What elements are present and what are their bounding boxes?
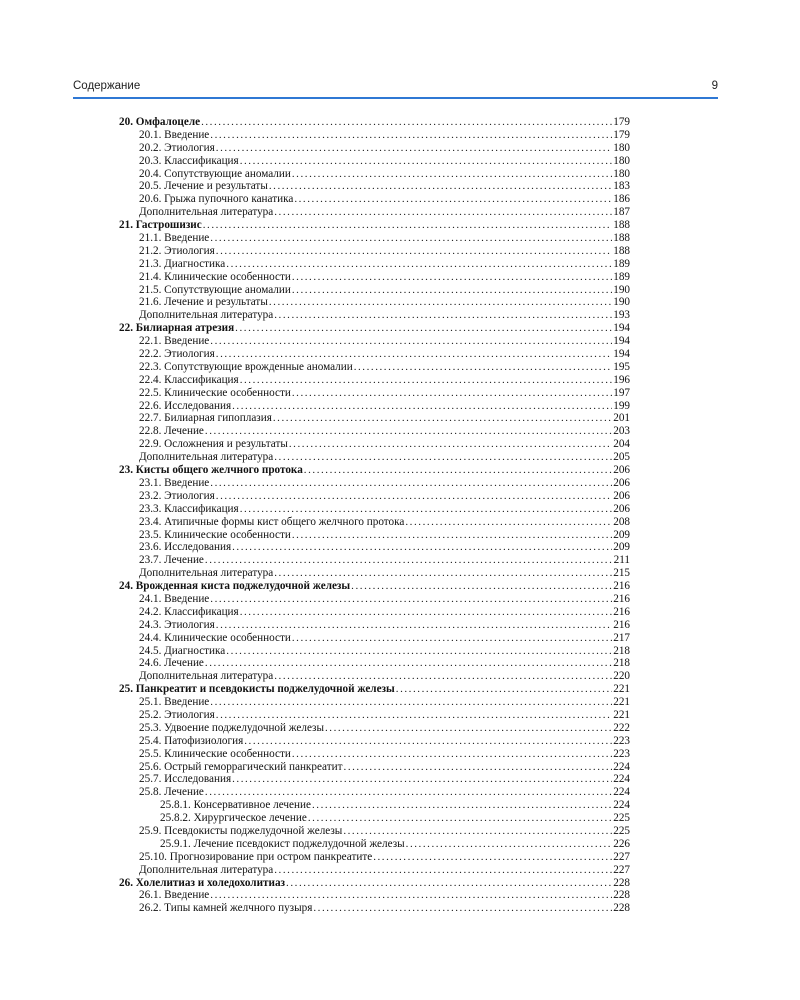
toc-entry-title: 23.1. Введение <box>139 476 210 489</box>
toc-entry-page: 201 <box>613 412 630 425</box>
toc-entry-title: 20.4. Сопутствующие аномалии <box>139 167 291 180</box>
table-of-contents <box>119 116 630 915</box>
toc-leader-dots <box>210 593 612 606</box>
toc-section-entry[interactable] <box>119 529 630 542</box>
toc-leader-dots <box>292 284 612 297</box>
toc-section-entry[interactable] <box>119 348 630 361</box>
toc-entry-title: 22.4. Классификация <box>139 373 239 386</box>
toc-leader-dots <box>210 129 612 142</box>
toc-entry-page: 224 <box>613 773 630 786</box>
toc-entry-title: 22. Билиарная атрезия <box>119 322 235 335</box>
toc-entry-title: Дополнительная литература <box>139 451 274 464</box>
toc-section-entry[interactable] <box>119 180 630 193</box>
toc-section-entry[interactable] <box>119 657 630 670</box>
toc-entry-title: 25.7. Исследования <box>139 773 232 786</box>
toc-entry-title: 22.6. Исследования <box>139 399 232 412</box>
toc-section-entry[interactable] <box>119 722 630 735</box>
toc-entry-page: 206 <box>613 489 630 502</box>
toc-entry-page: 194 <box>613 322 630 335</box>
toc-chapter-entry[interactable] <box>119 322 630 335</box>
toc-entry-title: 21.6. Лечение и результаты <box>139 296 268 309</box>
toc-entry-title: 23.5. Клинические особенности <box>139 528 291 541</box>
toc-section-entry[interactable] <box>119 645 630 658</box>
toc-entry-title: 24.2. Классификация <box>139 605 239 618</box>
toc-entry-page: 218 <box>613 657 630 670</box>
toc-entry-title: 20.6. Грыжа пупочного канатика <box>139 193 294 206</box>
toc-section-entry[interactable] <box>119 761 630 774</box>
toc-entry-title: 22.3. Сопутствующие врожденные аномалии <box>139 360 353 373</box>
toc-entry-title: 24.3. Этиология <box>139 618 215 631</box>
toc-leader-dots <box>292 168 612 181</box>
toc-entry-title: 25.9.1. Лечение псевдокист поджелудочной железы <box>160 837 405 850</box>
toc-leader-dots <box>274 206 612 219</box>
toc-section-entry[interactable] <box>119 516 630 529</box>
toc-leader-dots <box>294 193 612 206</box>
toc-entry-title: 21.4. Клинические особенности <box>139 270 291 283</box>
toc-entry-title: 25.6. Острый геморрагический панкреатит <box>139 760 343 773</box>
toc-entry-page: 216 <box>613 580 630 593</box>
toc-entry-page: 206 <box>613 502 630 515</box>
toc-leader-dots <box>232 773 612 786</box>
toc-section-entry[interactable] <box>119 271 630 284</box>
toc-leader-dots <box>240 503 613 516</box>
toc-section-entry[interactable] <box>119 670 630 683</box>
toc-entry-page: 226 <box>613 837 630 850</box>
toc-entry-page: 216 <box>613 618 630 631</box>
toc-leader-dots <box>289 438 612 451</box>
toc-entry-page: 203 <box>613 425 630 438</box>
toc-section-entry[interactable] <box>119 142 630 155</box>
toc-entry-page: 220 <box>613 670 630 683</box>
toc-entry-title: 23.4. Атипичные формы кист общего желчного протока <box>139 515 405 528</box>
toc-entry-title: 20.2. Этиология <box>139 141 215 154</box>
toc-leader-dots <box>216 245 612 258</box>
toc-entry-title: 23. Кисты общего желчного протока <box>119 464 303 477</box>
toc-leader-dots <box>235 322 612 335</box>
toc-section-entry[interactable] <box>119 735 630 748</box>
toc-leader-dots <box>205 425 612 438</box>
toc-entry-title: 20.3. Классификация <box>139 154 239 167</box>
toc-leader-dots <box>274 451 612 464</box>
toc-chapter-entry[interactable] <box>119 877 630 890</box>
toc-entry-page: 221 <box>613 683 630 696</box>
toc-entry-page: 227 <box>613 863 630 876</box>
toc-section-entry[interactable] <box>119 284 630 297</box>
toc-entry-title: Дополнительная литература <box>139 206 274 219</box>
page-number: 9 <box>711 80 718 92</box>
toc-entry-page: 223 <box>613 747 630 760</box>
toc-leader-dots <box>216 490 612 503</box>
header-divider <box>73 97 718 99</box>
toc-section-entry[interactable] <box>119 155 630 168</box>
toc-entry-title: 24.1. Введение <box>139 592 210 605</box>
toc-entry-page: 222 <box>613 721 630 734</box>
toc-section-entry[interactable] <box>119 567 630 580</box>
toc-leader-dots <box>343 825 612 838</box>
running-title: Содержание <box>73 80 141 92</box>
toc-entry-page: 216 <box>613 605 630 618</box>
toc-leader-dots <box>351 580 612 593</box>
toc-entry-page: 188 <box>613 244 630 257</box>
toc-section-entry[interactable] <box>119 438 630 451</box>
toc-entry-page: 190 <box>613 283 630 296</box>
toc-leader-dots <box>240 374 613 387</box>
toc-leader-dots <box>304 464 612 477</box>
toc-entry-page: 208 <box>613 515 630 528</box>
toc-entry-title: 24.6. Лечение <box>139 657 204 670</box>
toc-entry-title: 24.5. Диагностика <box>139 644 226 657</box>
toc-leader-dots <box>240 606 613 619</box>
toc-entry-title: 25.8.1. Консервативное лечение <box>160 799 311 812</box>
toc-chapter-entry[interactable] <box>119 683 630 696</box>
toc-entry-title: 25.4. Патофизиология <box>139 734 244 747</box>
toc-entry-page: 209 <box>613 528 630 541</box>
toc-entry-page: 204 <box>613 438 630 451</box>
toc-entry-page: 228 <box>613 902 630 915</box>
toc-leader-dots <box>269 180 612 193</box>
toc-entry-title: 22.1. Введение <box>139 335 210 348</box>
toc-section-entry[interactable] <box>119 193 630 206</box>
toc-section-entry[interactable] <box>119 864 630 877</box>
toc-entry-title: 25.8.2. Хирургическое лечение <box>160 812 307 825</box>
toc-entry-title: 25.5. Клинические особенности <box>139 747 291 760</box>
toc-section-entry[interactable] <box>119 748 630 761</box>
toc-section-entry[interactable] <box>119 773 630 786</box>
toc-leader-dots <box>292 748 612 761</box>
toc-entry-page: 211 <box>613 554 630 567</box>
toc-section-entry[interactable] <box>119 851 630 864</box>
toc-section-entry[interactable] <box>119 361 630 374</box>
toc-entry-page: 187 <box>613 206 630 219</box>
toc-entry-page: 199 <box>613 399 630 412</box>
toc-leader-dots <box>325 722 612 735</box>
toc-entry-title: 25.9. Псевдокисты поджелудочной железы <box>139 824 343 837</box>
toc-leader-dots <box>396 683 612 696</box>
toc-section-entry[interactable] <box>119 696 630 709</box>
toc-section-entry[interactable] <box>119 606 630 619</box>
toc-leader-dots <box>406 838 613 851</box>
toc-leader-dots <box>216 142 612 155</box>
toc-entry-page: 228 <box>613 889 630 902</box>
toc-entry-title: 24.4. Клинические особенности <box>139 631 291 644</box>
toc-leader-dots <box>232 541 612 554</box>
toc-entry-page: 205 <box>613 451 630 464</box>
toc-section-entry[interactable] <box>119 812 630 825</box>
toc-leader-dots <box>205 657 612 670</box>
toc-leader-dots <box>226 645 612 658</box>
toc-section-entry[interactable] <box>119 477 630 490</box>
toc-entry-page: 206 <box>613 464 630 477</box>
toc-entry-page: 218 <box>613 644 630 657</box>
toc-entry-page: 206 <box>613 476 630 489</box>
toc-leader-dots <box>210 477 612 490</box>
toc-leader-dots <box>344 761 613 774</box>
toc-leader-dots <box>273 412 612 425</box>
toc-entry-title: 23.3. Классификация <box>139 502 239 515</box>
toc-entry-page: 194 <box>613 335 630 348</box>
toc-leader-dots <box>205 554 613 567</box>
toc-leader-dots <box>274 670 612 683</box>
toc-entry-title: 22.5. Клинические особенности <box>139 386 291 399</box>
toc-entry-page: 183 <box>613 180 630 193</box>
toc-section-entry[interactable] <box>119 245 630 258</box>
toc-section-entry[interactable] <box>119 825 630 838</box>
toc-chapter-entry[interactable] <box>119 116 630 129</box>
toc-entry-page: 224 <box>613 799 630 812</box>
toc-entry-page: 180 <box>613 167 630 180</box>
toc-section-entry[interactable] <box>119 554 630 567</box>
toc-chapter-entry[interactable] <box>119 219 630 232</box>
toc-entry-title: 25.3. Удвоение поджелудочной железы <box>139 721 324 734</box>
toc-entry-title: 26.2. Типы камней желчного пузыря <box>139 902 313 915</box>
toc-section-entry[interactable] <box>119 490 630 503</box>
toc-entry-title: 22.2. Этиология <box>139 348 215 361</box>
toc-entry-page: 180 <box>613 154 630 167</box>
toc-entry-title: 25.2. Этиология <box>139 708 215 721</box>
toc-section-entry[interactable] <box>119 412 630 425</box>
toc-section-entry[interactable] <box>119 309 630 322</box>
toc-entry-title: 22.8. Лечение <box>139 425 204 438</box>
toc-section-entry[interactable] <box>119 400 630 413</box>
toc-entry-page: 225 <box>613 824 630 837</box>
toc-section-entry[interactable] <box>119 374 630 387</box>
toc-section-entry[interactable] <box>119 258 630 271</box>
toc-leader-dots <box>274 567 612 580</box>
toc-section-entry[interactable] <box>119 619 630 632</box>
toc-entry-title: Дополнительная литература <box>139 670 274 683</box>
toc-entry-page: 196 <box>613 373 630 386</box>
toc-leader-dots <box>203 219 612 232</box>
toc-entry-title: 21.5. Сопутствующие аномалии <box>139 283 291 296</box>
toc-entry-page: 189 <box>613 257 630 270</box>
toc-entry-title: 26. Холелитиаз и холедохолитиаз <box>119 876 286 889</box>
toc-leader-dots <box>292 529 612 542</box>
toc-leader-dots <box>292 271 612 284</box>
toc-section-entry[interactable] <box>119 335 630 348</box>
toc-leader-dots <box>226 258 612 271</box>
toc-leader-dots <box>205 786 612 799</box>
toc-entry-title: 25.8. Лечение <box>139 786 204 799</box>
toc-leader-dots <box>292 387 612 400</box>
toc-section-entry[interactable] <box>119 451 630 464</box>
toc-entry-page: 188 <box>613 232 630 245</box>
toc-entry-page: 188 <box>613 219 630 232</box>
toc-entry-title: 21.2. Этиология <box>139 244 215 257</box>
toc-chapter-entry[interactable] <box>119 580 630 593</box>
toc-entry-title: 23.2. Этиология <box>139 489 215 502</box>
page-header <box>73 78 718 98</box>
toc-entry-page: 179 <box>613 116 630 128</box>
toc-leader-dots <box>274 864 612 877</box>
toc-leader-dots <box>244 735 612 748</box>
toc-leader-dots <box>373 851 612 864</box>
toc-entry-title: 23.6. Исследования <box>139 541 232 554</box>
toc-entry-title: 26.1. Введение <box>139 889 210 902</box>
toc-leader-dots <box>216 709 612 722</box>
toc-entry-page: 195 <box>613 360 630 373</box>
toc-leader-dots <box>405 516 612 529</box>
toc-entry-page: 216 <box>613 592 630 605</box>
toc-entry-title: 20.1. Введение <box>139 128 210 141</box>
toc-entry-page: 217 <box>613 631 630 644</box>
toc-section-entry[interactable] <box>119 709 630 722</box>
toc-section-entry[interactable] <box>119 838 630 851</box>
toc-entry-page: 228 <box>613 876 630 889</box>
toc-entry-title: 21. Гастрошизис <box>119 219 202 232</box>
toc-entry-page: 223 <box>613 734 630 747</box>
toc-entry-page: 180 <box>613 141 630 154</box>
toc-entry-title: 25.10. Прогнозирование при остром панкреатите <box>139 850 373 863</box>
toc-entry-title: 22.7. Билиарная гипоплазия <box>139 412 272 425</box>
toc-section-entry[interactable] <box>119 206 630 219</box>
toc-entry-title: Дополнительная литература <box>139 309 274 322</box>
toc-leader-dots <box>216 348 612 361</box>
toc-leader-dots <box>312 799 612 812</box>
toc-entry-page: 221 <box>613 696 630 709</box>
toc-leader-dots <box>308 812 612 825</box>
toc-entry-title: 20. Омфалоцеле <box>119 116 201 128</box>
toc-section-entry[interactable] <box>119 296 630 309</box>
toc-entry-page: 197 <box>613 386 630 399</box>
toc-entry-title: Дополнительная литература <box>139 863 274 876</box>
toc-leader-dots <box>292 632 612 645</box>
toc-leader-dots <box>269 296 612 309</box>
toc-leader-dots <box>286 877 612 890</box>
toc-entry-title: 25. Панкреатит и псевдокисты поджелудочной железы <box>119 683 395 696</box>
toc-section-entry[interactable] <box>119 503 630 516</box>
toc-entry-page: 224 <box>613 760 630 773</box>
toc-section-entry[interactable] <box>119 799 630 812</box>
toc-entry-page: 225 <box>613 812 630 825</box>
toc-leader-dots <box>216 619 612 632</box>
toc-section-entry[interactable] <box>119 168 630 181</box>
toc-leader-dots <box>210 335 612 348</box>
toc-section-entry[interactable] <box>119 129 630 142</box>
toc-section-entry[interactable] <box>119 889 630 902</box>
toc-entry-page: 190 <box>613 296 630 309</box>
toc-entry-title: 24. Врожденная киста поджелудочной железы <box>119 580 351 593</box>
toc-section-entry[interactable] <box>119 541 630 554</box>
toc-entry-page: 189 <box>613 270 630 283</box>
toc-entry-page: 179 <box>613 128 630 141</box>
toc-entry-page: 227 <box>613 850 630 863</box>
toc-section-entry[interactable] <box>119 425 630 438</box>
toc-leader-dots <box>232 400 612 413</box>
toc-entry-page: 215 <box>613 567 630 580</box>
toc-entry-title: 23.7. Лечение <box>139 554 204 567</box>
toc-section-entry[interactable] <box>119 232 630 245</box>
toc-entry-title: 20.5. Лечение и результаты <box>139 180 268 193</box>
toc-entry-page: 224 <box>613 786 630 799</box>
toc-leader-dots <box>210 889 612 902</box>
toc-leader-dots <box>274 309 612 322</box>
toc-entry-page: 193 <box>613 309 630 322</box>
toc-entry-title: 25.1. Введение <box>139 696 210 709</box>
toc-entry-page: 209 <box>613 541 630 554</box>
toc-leader-dots <box>313 902 612 915</box>
toc-leader-dots <box>201 116 612 129</box>
toc-chapter-entry[interactable] <box>119 464 630 477</box>
toc-section-entry[interactable] <box>119 786 630 799</box>
toc-section-entry[interactable] <box>119 632 630 645</box>
toc-leader-dots <box>210 696 612 709</box>
toc-entry-title: 21.3. Диагностика <box>139 257 226 270</box>
toc-entry-page: 221 <box>613 708 630 721</box>
toc-entry-title: Дополнительная литература <box>139 567 274 580</box>
toc-leader-dots <box>210 232 612 245</box>
toc-leader-dots <box>240 155 613 168</box>
toc-section-entry[interactable] <box>119 902 630 915</box>
toc-section-entry[interactable] <box>119 593 630 606</box>
toc-entry-page: 194 <box>613 348 630 361</box>
toc-entry-title: 22.9. Осложнения и результаты <box>139 438 288 451</box>
toc-entry-page: 186 <box>613 193 630 206</box>
toc-section-entry[interactable] <box>119 387 630 400</box>
toc-entry-title: 21.1. Введение <box>139 232 210 245</box>
toc-leader-dots <box>354 361 613 374</box>
